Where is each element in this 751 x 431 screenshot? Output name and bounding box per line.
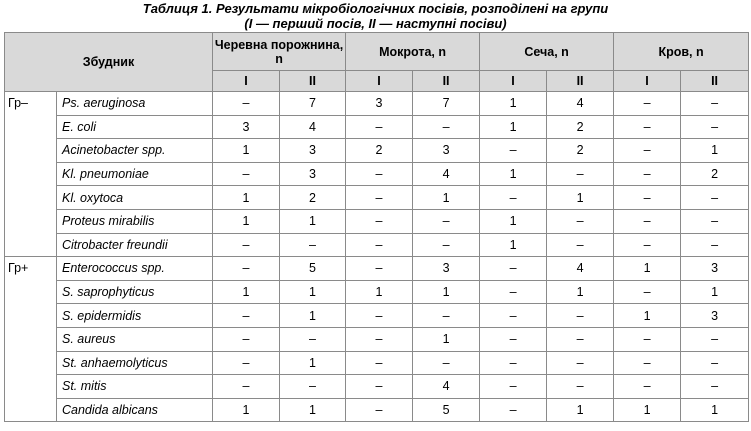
value-cell: – xyxy=(346,351,413,375)
value-cell: 7 xyxy=(280,92,346,116)
subheader-next: II xyxy=(547,71,614,92)
value-cell: 4 xyxy=(280,115,346,139)
value-cell: – xyxy=(614,233,681,257)
value-cell: 1 xyxy=(681,398,749,422)
caption-subtitle: (I — перший посів, II — наступні посіви) xyxy=(244,16,507,31)
value-cell: – xyxy=(547,162,614,186)
value-cell: 1 xyxy=(213,209,280,233)
organism-name: Enterococcus spp. xyxy=(57,257,213,281)
value-cell: – xyxy=(346,162,413,186)
value-cell: – xyxy=(614,280,681,304)
organism-name: S. epidermidis xyxy=(57,304,213,328)
header-organism: Збудник xyxy=(5,33,213,92)
value-cell: 3 xyxy=(280,162,346,186)
value-cell: 4 xyxy=(413,375,480,399)
value-cell: – xyxy=(346,327,413,351)
value-cell: 1 xyxy=(413,186,480,210)
value-cell: – xyxy=(480,139,547,163)
organism-name: S. aureus xyxy=(57,327,213,351)
value-cell: 2 xyxy=(547,115,614,139)
group-label: Гр+ xyxy=(5,257,57,422)
value-cell: – xyxy=(614,139,681,163)
organism-name: Candida albicans xyxy=(57,398,213,422)
value-cell: – xyxy=(614,92,681,116)
value-cell: 1 xyxy=(280,209,346,233)
value-cell: – xyxy=(213,257,280,281)
table-body xyxy=(5,92,749,422)
value-cell: 1 xyxy=(480,115,547,139)
value-cell: – xyxy=(346,209,413,233)
value-cell: 1 xyxy=(480,233,547,257)
value-cell: 4 xyxy=(413,162,480,186)
value-cell: – xyxy=(413,233,480,257)
subheader-next: II xyxy=(413,71,480,92)
value-cell: – xyxy=(346,115,413,139)
value-cell: – xyxy=(280,327,346,351)
value-cell: 1 xyxy=(614,398,681,422)
value-cell: 1 xyxy=(681,280,749,304)
organism-name: S. saprophyticus xyxy=(57,280,213,304)
organism-name: Citrobacter freundii xyxy=(57,233,213,257)
value-cell: 3 xyxy=(413,257,480,281)
value-cell: – xyxy=(413,351,480,375)
value-cell: 1 xyxy=(480,92,547,116)
value-cell: 5 xyxy=(280,257,346,281)
table-row xyxy=(5,186,749,210)
value-cell: – xyxy=(346,186,413,210)
header-sputum: Мокрота, n xyxy=(346,33,480,71)
value-cell: 1 xyxy=(280,351,346,375)
value-cell: – xyxy=(547,375,614,399)
table-header xyxy=(5,33,749,92)
value-cell: – xyxy=(614,327,681,351)
value-cell: – xyxy=(681,209,749,233)
organism-name: Proteus mirabilis xyxy=(57,209,213,233)
value-cell: – xyxy=(346,304,413,328)
value-cell: – xyxy=(413,209,480,233)
value-cell: – xyxy=(480,351,547,375)
table-row xyxy=(5,162,749,186)
value-cell: 2 xyxy=(280,186,346,210)
value-cell: – xyxy=(681,233,749,257)
value-cell: – xyxy=(213,375,280,399)
value-cell: 1 xyxy=(681,139,749,163)
value-cell: – xyxy=(614,115,681,139)
value-cell: – xyxy=(614,186,681,210)
value-cell: – xyxy=(213,327,280,351)
organism-name: Ps. aeruginosa xyxy=(57,92,213,116)
value-cell: 1 xyxy=(213,398,280,422)
table-row xyxy=(5,398,749,422)
value-cell: – xyxy=(480,186,547,210)
table-row xyxy=(5,233,749,257)
value-cell: – xyxy=(681,186,749,210)
value-cell: 3 xyxy=(346,92,413,116)
value-cell: – xyxy=(681,351,749,375)
value-cell: 3 xyxy=(213,115,280,139)
table-row xyxy=(5,304,749,328)
table-row xyxy=(5,139,749,163)
subheader-next: II xyxy=(681,71,749,92)
value-cell: 1 xyxy=(280,398,346,422)
table-row xyxy=(5,280,749,304)
subheader-next: II xyxy=(280,71,346,92)
value-cell: 1 xyxy=(547,186,614,210)
value-cell: – xyxy=(480,398,547,422)
value-cell: 3 xyxy=(413,139,480,163)
value-cell: 1 xyxy=(547,280,614,304)
value-cell: 2 xyxy=(547,139,614,163)
subheader-first: I xyxy=(480,71,547,92)
value-cell: – xyxy=(681,327,749,351)
organism-name: Kl. oxytoca xyxy=(57,186,213,210)
value-cell: – xyxy=(280,233,346,257)
value-cell: – xyxy=(213,92,280,116)
value-cell: – xyxy=(614,375,681,399)
value-cell: – xyxy=(480,327,547,351)
caption-title: Таблиця 1. Результати мікробіологічних посівів, розподілені на групи xyxy=(142,1,609,16)
value-cell: – xyxy=(346,257,413,281)
value-cell: – xyxy=(480,280,547,304)
value-cell: 1 xyxy=(346,280,413,304)
value-cell: – xyxy=(480,304,547,328)
value-cell: – xyxy=(614,162,681,186)
value-cell: – xyxy=(547,351,614,375)
value-cell: – xyxy=(480,257,547,281)
value-cell: 1 xyxy=(480,162,547,186)
value-cell: – xyxy=(547,304,614,328)
table-row xyxy=(5,375,749,399)
value-cell: 4 xyxy=(547,92,614,116)
subheader-first: I xyxy=(614,71,681,92)
value-cell: – xyxy=(213,351,280,375)
organism-name: E. coli xyxy=(57,115,213,139)
value-cell: – xyxy=(213,304,280,328)
value-cell: – xyxy=(413,304,480,328)
value-cell: 1 xyxy=(614,257,681,281)
value-cell: – xyxy=(547,327,614,351)
value-cell: – xyxy=(614,209,681,233)
table-row xyxy=(5,115,749,139)
value-cell: 1 xyxy=(213,280,280,304)
value-cell: 1 xyxy=(280,304,346,328)
table-row xyxy=(5,92,749,116)
value-cell: 1 xyxy=(213,186,280,210)
table-row xyxy=(5,327,749,351)
organism-name: St. anhaemolyticus xyxy=(57,351,213,375)
value-cell: 1 xyxy=(213,139,280,163)
table-row xyxy=(5,257,749,281)
value-cell: – xyxy=(681,375,749,399)
value-cell: 1 xyxy=(280,280,346,304)
organism-name: St. mitis xyxy=(57,375,213,399)
value-cell: – xyxy=(346,398,413,422)
organism-name: Kl. pneumoniae xyxy=(57,162,213,186)
table-row xyxy=(5,209,749,233)
value-cell: – xyxy=(547,233,614,257)
value-cell: – xyxy=(547,209,614,233)
value-cell: 1 xyxy=(413,327,480,351)
value-cell: 4 xyxy=(547,257,614,281)
group-label: Гр– xyxy=(5,92,57,257)
table-row xyxy=(5,351,749,375)
value-cell: 3 xyxy=(681,304,749,328)
header-urine: Сеча, n xyxy=(480,33,614,71)
value-cell: – xyxy=(413,115,480,139)
value-cell: 3 xyxy=(280,139,346,163)
subheader-first: I xyxy=(213,71,280,92)
value-cell: – xyxy=(681,92,749,116)
value-cell: – xyxy=(346,375,413,399)
value-cell: – xyxy=(280,375,346,399)
value-cell: 1 xyxy=(547,398,614,422)
value-cell: 3 xyxy=(681,257,749,281)
value-cell: 5 xyxy=(413,398,480,422)
header-abdominal: Черевна порожнина, n xyxy=(213,33,346,71)
value-cell: – xyxy=(346,233,413,257)
results-table xyxy=(4,32,749,422)
value-cell: 1 xyxy=(480,209,547,233)
value-cell: – xyxy=(480,375,547,399)
value-cell: 7 xyxy=(413,92,480,116)
value-cell: – xyxy=(213,233,280,257)
header-blood: Кров, n xyxy=(614,33,749,71)
value-cell: 1 xyxy=(614,304,681,328)
value-cell: – xyxy=(681,115,749,139)
organism-name: Acinetobacter spp. xyxy=(57,139,213,163)
table-caption xyxy=(0,0,751,30)
value-cell: – xyxy=(614,351,681,375)
value-cell: 2 xyxy=(681,162,749,186)
subheader-first: I xyxy=(346,71,413,92)
value-cell: 2 xyxy=(346,139,413,163)
value-cell: – xyxy=(213,162,280,186)
value-cell: 1 xyxy=(413,280,480,304)
